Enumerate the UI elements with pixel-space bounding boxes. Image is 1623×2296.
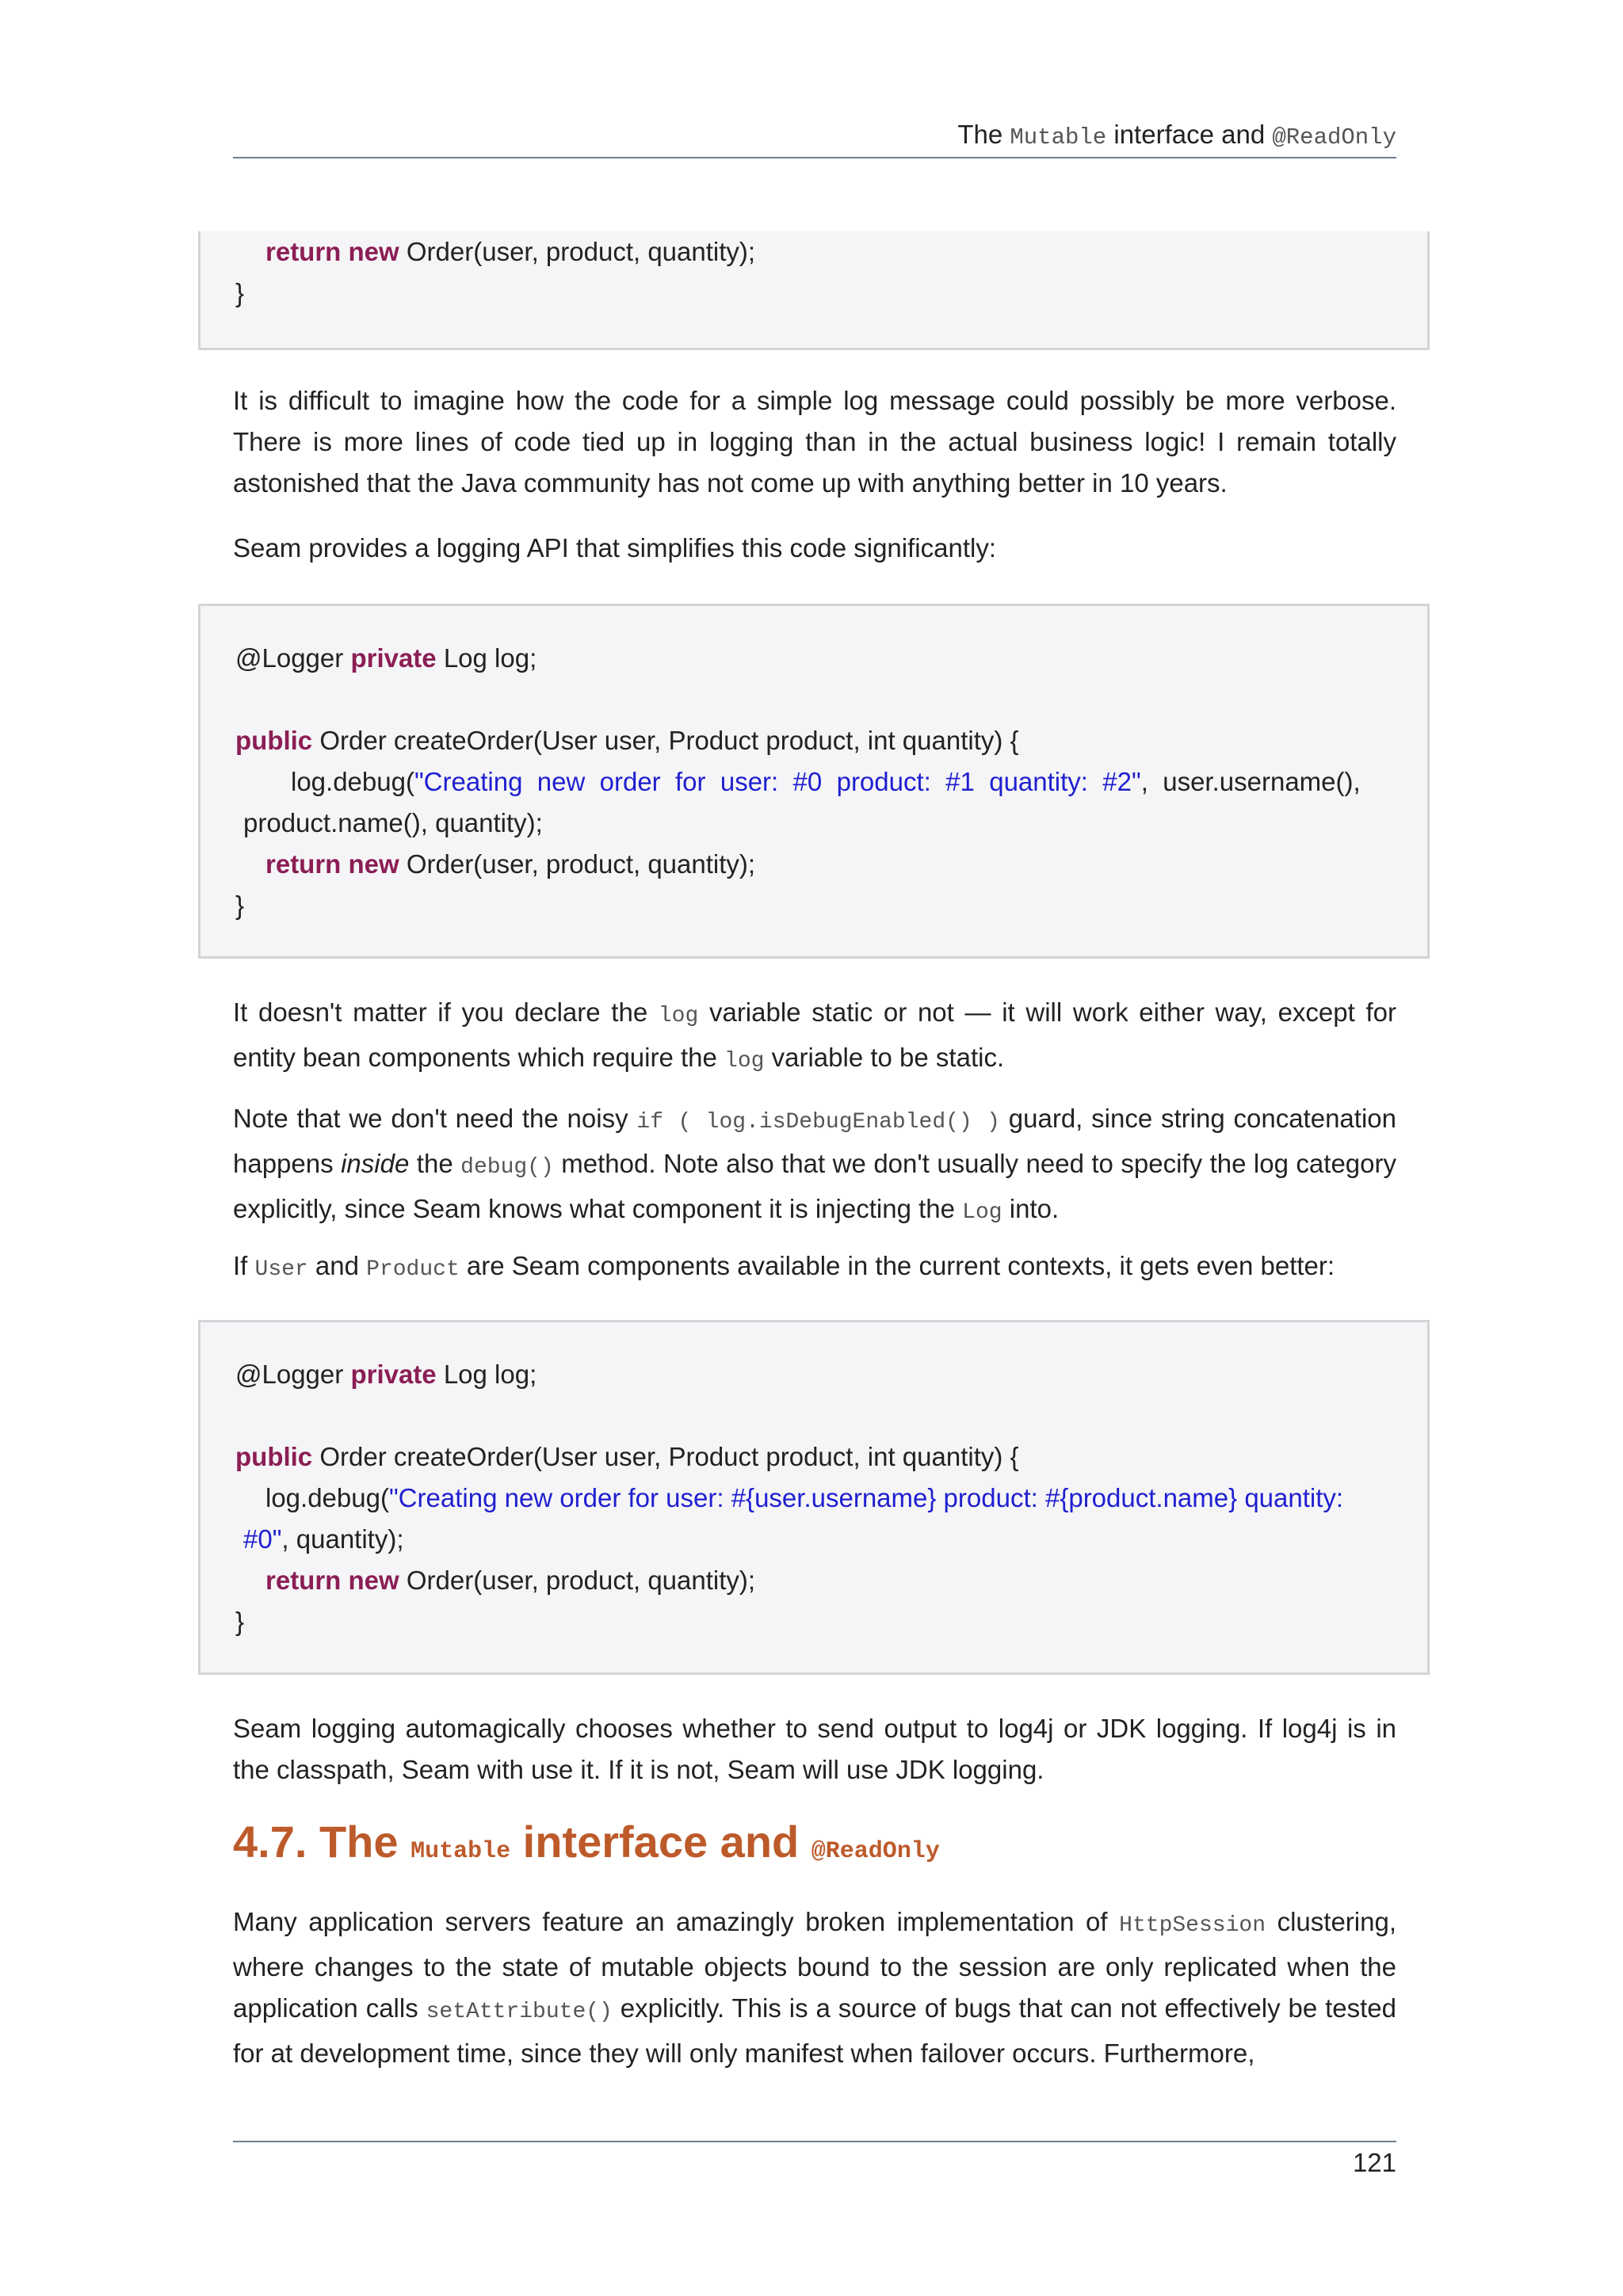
inline-code: log (724, 1049, 765, 1074)
code-line (235, 638, 1392, 679)
paragraph-log-static (233, 992, 1396, 1082)
code-line: } (235, 1607, 245, 1636)
code-text: , quantity); (281, 1524, 404, 1554)
page-number: 121 (1352, 2148, 1396, 2177)
paragraph-verbose: It is difficult to imagine how the code for a simple log message could possibly be more verbose. There is more lines of code tied up in logging than in the actual business logic! I remain totally astonished that the Java community has not come up with anything better in 10 years. (233, 386, 1396, 498)
code-keyword: return new (265, 237, 399, 266)
section-mutable-code: Mutable (411, 1838, 511, 1865)
code-string: #0" (243, 1524, 282, 1554)
text: clustering, where changes to the state of mutable objects bound to the session are only replicated when the application calls (233, 1907, 1397, 2023)
inline-code: if ( log.isDebugEnabled() ) (636, 1110, 1000, 1135)
paragraph-seam-components (233, 1245, 1396, 1291)
section-readonly-code: @ReadOnly (811, 1838, 940, 1865)
section-middle: interface and (510, 1817, 812, 1867)
code-keyword: private (350, 1360, 437, 1389)
paragraph-httpsession (233, 1901, 1396, 2074)
header-readonly-code: @ReadOnly (1272, 124, 1396, 151)
text: guard, since string concatenation happens (233, 1104, 1396, 1178)
text: explicitly. This is a source of bugs that can not effectively be tested for at development time, since they will only manifest when failover occurs. Furthermore, (233, 1993, 1397, 2068)
inline-code: log (658, 1004, 699, 1028)
header-rule (233, 157, 1396, 158)
code-string: "Creating new order for user: #0 product: #1 quantity: #2" (414, 767, 1141, 796)
inline-code: Product (366, 1257, 460, 1282)
inline-code: User (254, 1257, 308, 1282)
code-text: log.debug( (265, 1483, 389, 1512)
running-header (233, 117, 1396, 155)
code-text: Log log; (436, 643, 537, 673)
code-text: , user.username(), (1140, 767, 1361, 796)
code-block-2 (198, 1320, 1430, 1675)
code-line (235, 1519, 1392, 1560)
code-block-1 (198, 604, 1430, 959)
code-text: Order createOrder(User user, Product product, int quantity) { (312, 726, 1019, 755)
text: and (307, 1251, 367, 1280)
code-string: "Creating new order for user: #{user.username} product: #{product.name} quantity: (388, 1483, 1344, 1512)
code-line (235, 1436, 1392, 1478)
inline-code: setAttribute() (426, 2000, 613, 2024)
paragraph-debug-guard (233, 1098, 1396, 1234)
section-heading (233, 1814, 1396, 1879)
code-text: Log log; (436, 1360, 537, 1389)
paragraph-seam-api: Seam provides a logging API that simplifies this code significantly: (233, 533, 996, 563)
text: Note that we don't need the noisy (233, 1104, 637, 1133)
paragraph-logging-choice: Seam logging automagically chooses whether to send output to log4j or JDK logging. If log4j is in the classpath, Seam with use it. If it is not, Seam will use JDK logging. (233, 1714, 1396, 1784)
text: Many application servers feature an amazingly broken implementation of (233, 1907, 1120, 1936)
header-prefix: The (957, 120, 1003, 149)
code-keyword: public (235, 726, 313, 755)
text: variable static or not — it will work either way, except for entity bean components which require the (233, 997, 1397, 1072)
footer-rule (233, 2141, 1396, 2142)
text: are Seam components available in the current contexts, it gets even better: (459, 1251, 1335, 1280)
code-line (235, 844, 1392, 885)
text: If (233, 1251, 255, 1280)
code-text: Order(user, product, quantity); (399, 1566, 756, 1595)
code-line: } (235, 278, 245, 307)
code-text: Order(user, product, quantity); (399, 849, 756, 879)
code-line (235, 761, 1392, 803)
code-block-continued (198, 231, 1430, 350)
section-number: 4.7. The (233, 1817, 411, 1867)
inline-code: Log (962, 1200, 1002, 1225)
header-mutable-code: Mutable (1010, 124, 1107, 151)
code-keyword: public (235, 1442, 313, 1471)
code-line (235, 1560, 1392, 1601)
text: It doesn't matter if you declare the (233, 997, 659, 1027)
inline-code: HttpSession (1119, 1913, 1266, 1938)
code-text: Order(user, product, quantity); (399, 237, 756, 266)
inline-code: debug() (460, 1155, 554, 1180)
code-text: Order createOrder(User user, Product product, int quantity) { (312, 1442, 1019, 1471)
code-text: log.debug( (291, 767, 414, 796)
text: method. Note also that we don't usually need to specify the log category explicitly, since Seam knows what component it is injecting the (233, 1149, 1396, 1223)
emphasis: inside (341, 1149, 410, 1178)
code-keyword: return new (265, 1566, 399, 1595)
code-text: @Logger (235, 1360, 351, 1389)
code-line (235, 1354, 1392, 1395)
code-line (235, 720, 1392, 761)
code-blank-line (235, 679, 1392, 720)
code-line: product.name(), quantity); (243, 808, 543, 837)
code-line (235, 231, 1392, 273)
header-middle: interface and (1113, 120, 1266, 149)
code-line (235, 1478, 1392, 1519)
text: variable to be static. (764, 1043, 1005, 1072)
code-blank-line (235, 1395, 1392, 1436)
code-line: } (235, 891, 245, 920)
text: the (409, 1149, 461, 1178)
code-keyword: return new (265, 849, 399, 879)
code-keyword: private (350, 643, 437, 673)
text: into. (1002, 1194, 1060, 1223)
code-text: @Logger (235, 643, 351, 673)
